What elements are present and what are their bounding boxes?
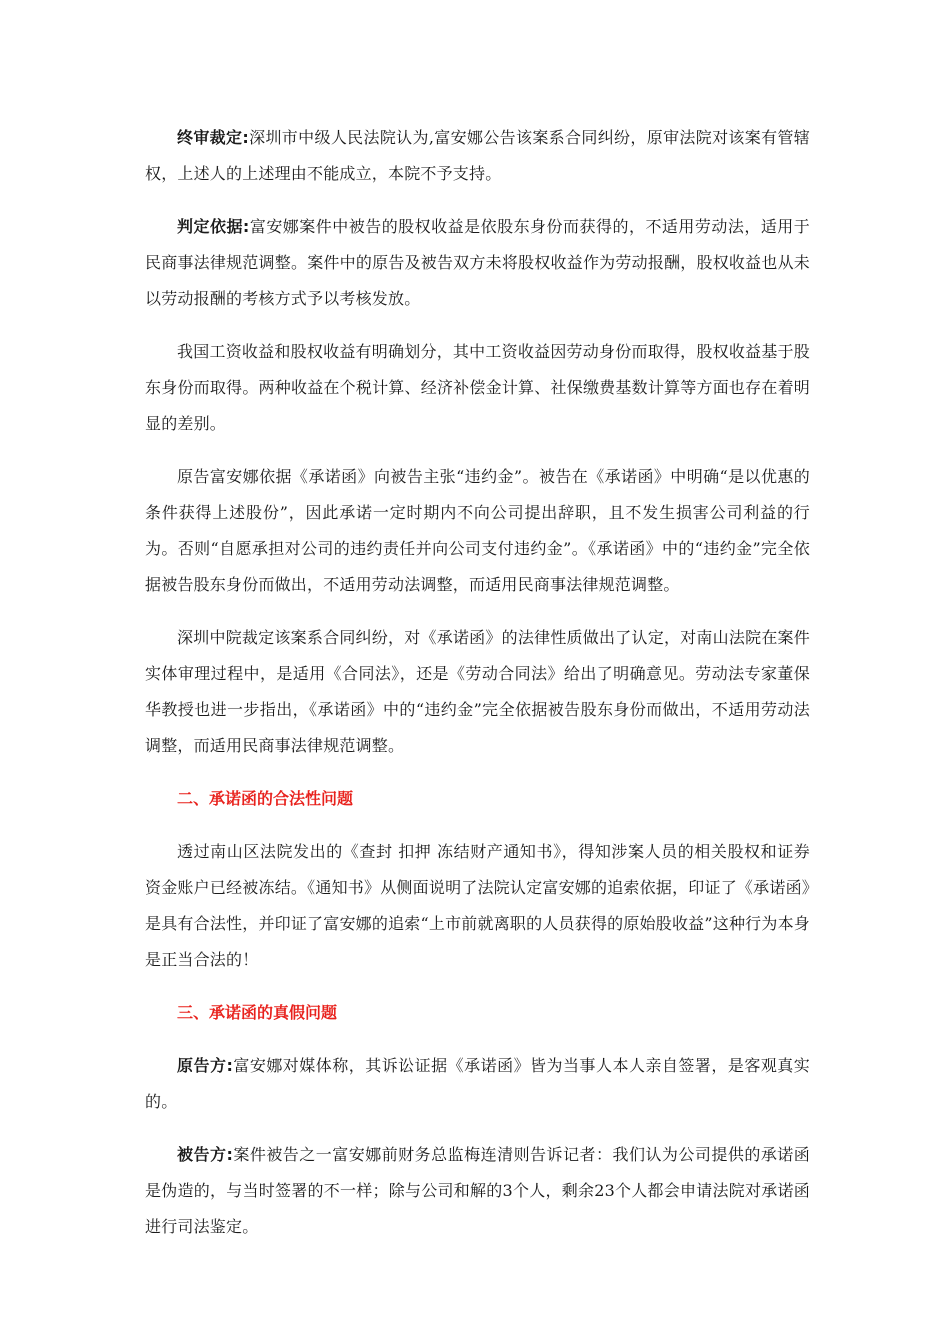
paragraph-text: 我国工资收益和股权收益有明确划分，其中工资收益因劳动身份而取得，股权收益基于股东身份而取得。两种收益在个税计算、经济补偿金计算、社保缴费基数计算等方面也存在着明显的差别。	[145, 342, 810, 433]
paragraph-text: 深圳中院裁定该案系合同纠纷，对《承诺函》的法律性质做出了认定，对南山法院在案件实体审理过程中，是适用《合同法》，还是《劳动合同法》给出了明确意见。劳动法专家董保华教授也进一步指出，《承诺函》中的“违约金”完全依据被告股东身份而做出，不适用劳动法调整，而适用民商事法律规范调整。	[145, 628, 810, 755]
paragraph-lead: 原告方:	[177, 1056, 234, 1075]
section-heading-legality: 二、承诺函的合法性问题	[177, 789, 354, 808]
paragraph-text: 透过南山区法院发出的《查封 扣押 冻结财产通知书》，得知涉案人员的相关股权和证券资金账户已经被冻结。《通知书》从侧面说明了法院认定富安娜的追索依据，印证了《承诺函》是具有合法性，并印证了富安娜的追索“上市前就离职的人员获得的原始股收益”这种行为本身是正当合法的！	[145, 842, 810, 969]
paragraph-plaintiff-claim	[145, 459, 810, 603]
paragraph-income-distinction	[145, 334, 810, 442]
paragraph-legality	[145, 834, 810, 978]
paragraph-text: 富安娜案件中被告的股权收益是依股东身份而获得的，不适用劳动法，适用于民商事法律规范调整。案件中的原告及被告双方未将股权收益作为劳动报酬，股权收益也从未以劳动报酬的考核方式予以考核发放。	[145, 217, 810, 308]
paragraph-text: 案件被告之一富安娜前财务总监梅连清则告诉记者：我们认为公司提供的承诺函是伪造的，与当时签署的不一样；除与公司和解的3个人，剩余23个人都会申请法院对承诺函进行司法鉴定。	[145, 1145, 810, 1236]
paragraph-lead: 被告方:	[177, 1145, 234, 1164]
section-heading-authenticity: 三、承诺函的真假问题	[177, 1003, 338, 1022]
paragraph-final-ruling	[145, 120, 810, 192]
document-body	[145, 120, 810, 1262]
paragraph-ruling-basis	[145, 209, 810, 317]
paragraph-text: 原告富安娜依据《承诺函》向被告主张“违约金”。被告在《承诺函》中明确“是以优惠的条件获得上述股份”，因此承诺一定时期内不向公司提出辞职，且不发生损害公司利益的行为。否则“自愿承担对公司的违约责任并向公司支付违约金”。《承诺函》中的“违约金”完全依据被告股东身份而做出，不适用劳动法调整，而适用民商事法律规范调整。	[145, 467, 810, 594]
paragraph-text: 富安娜对媒体称，其诉讼证据《承诺函》皆为当事人本人亲自签署，是客观真实的。	[145, 1056, 810, 1111]
paragraph-lead: 判定依据:	[177, 217, 250, 236]
paragraph-text: 深圳市中级人民法院认为,富安娜公告该案系合同纠纷，原审法院对该案有管辖权，上述人的上述理由不能成立，本院不予支持。	[145, 128, 810, 183]
paragraph-defendant-side	[145, 1137, 810, 1245]
paragraph-lead: 终审裁定:	[177, 128, 249, 147]
paragraph-court-opinion	[145, 620, 810, 764]
paragraph-plaintiff-side	[145, 1048, 810, 1120]
